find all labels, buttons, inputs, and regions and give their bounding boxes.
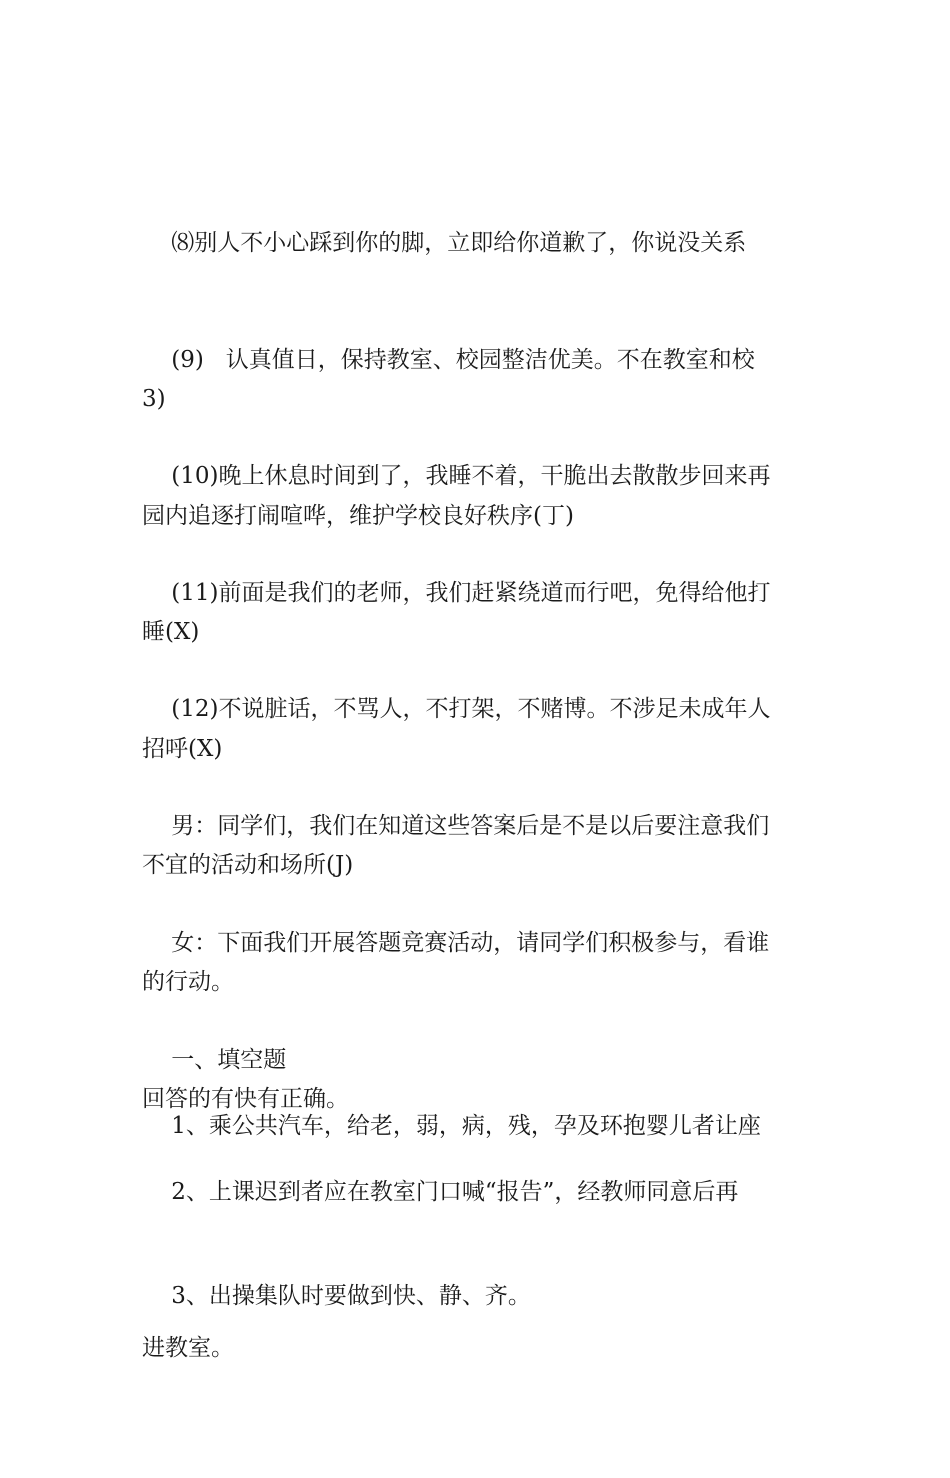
text-line: 进教室。 <box>142 1335 234 1361</box>
text-line: 1、乘公共汽车，给老，弱，病，残，孕及环抱婴儿者让座 <box>142 1113 761 1139</box>
text-line: (12)不说脏话，不骂人，不打架，不赌博。不涉足未成年人 <box>142 696 771 722</box>
text-line: (10)晚上休息时间到了，我睡不着，干脆出去散散步回来再 <box>142 463 771 489</box>
text-line: 2、上课迟到者应在教室门口喊“报告”，经教师同意后再 <box>142 1179 739 1205</box>
text-line: 的行动。 <box>142 969 234 995</box>
text-line: (11)前面是我们的老师，我们赶紧绕道而行吧，免得给他打 <box>142 580 771 606</box>
text-line: 3) <box>142 386 166 412</box>
text-line: 园内追逐打闹喧哗，维护学校良好秩序(丁) <box>142 503 574 529</box>
text-line: 不宜的活动和场所(J) <box>142 852 354 878</box>
text-line: 3、出操集队时要做到快、静、齐。 <box>142 1283 531 1309</box>
text-line: 招呼(X) <box>142 736 223 762</box>
question-item-3 <box>142 1166 812 1426</box>
text-line: (9) 认真值日，保持教室、校园整洁优美。不在教室和校 <box>142 347 755 373</box>
text-line: 一、填空题 <box>142 1047 287 1073</box>
text-line: 回答的有快有正确。 <box>142 1086 349 1112</box>
text-line: ⑻别人不小心踩到你的脚，立即给你道歉了，你说没关系 <box>142 230 747 256</box>
text-line: 睡(X) <box>142 619 200 645</box>
text-line: 女：下面我们开展答题竞赛活动，请同学们积极参与，看谁 <box>142 930 770 956</box>
text-line: 男：同学们，我们在知道这些答案后是不是以后要注意我们 <box>142 813 770 839</box>
